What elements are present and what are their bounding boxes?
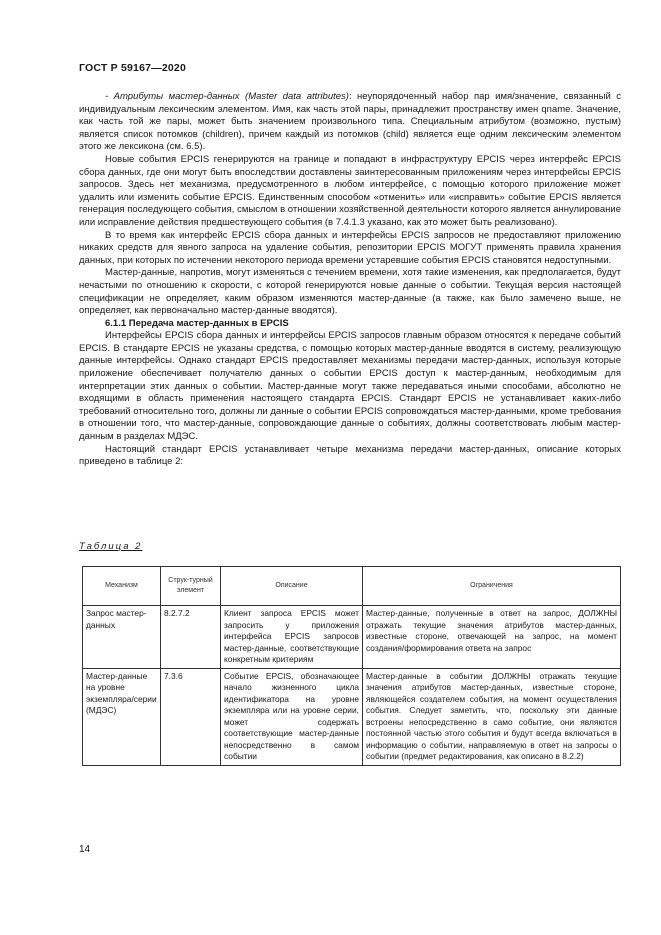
- header-structural-element: Струк-турный элемент: [161, 567, 221, 606]
- table-row: [83, 606, 621, 669]
- cell-constraints: Мастер-данные, полученные в ответ на запрос, ДОЛЖНЫ отражать текущие значения атрибутов мастер-данных, известные стороне, отвечающей на запрос, на момент создания/формирования ответа на запрос: [363, 606, 621, 669]
- header-mechanism: Механизм: [83, 567, 161, 606]
- header-description: Описание: [221, 567, 363, 606]
- paragraph-new-events: Новые события EPCIS генерируются на границе и попадают в инфраструктуру EPCIS через интерфейс EPCIS сбора данных, где они могут быть впоследствии доставлены заинтересованным приложениям через интерфейсы EPCIS запросов. Здесь нет механизма, предусмотренного в любом интерфейсе, с помощью которого приложение может удалить или изменить событие EPCIS. Единственным способом «отменить» или «исправить» событие EPCIS является генерация последующего события, смыслом в отношении хозяйственной деятельности которого является аннулирование или исправление действия предшествующего события (в 7.4.1.3 указано, как это может быть реализовано).: [79, 153, 621, 228]
- cell-description: Клиент запроса EPCIS может запросить у приложения интерфейса EPCIS запросов мастер-данные, соответствующие конкретным критериям: [221, 606, 363, 669]
- cell-constraints: Мастер-данные в событии ДОЛЖНЫ отражать текущие значения атрибутов мастер-данных, известные стороне, являющейся создателем события, на момент осуществления события. Следует заметить, что, поскольку эти данные встроены непосредственно в само событие, они являются постоянной частью этого события и будут всегда включаться в информацию о событии, направляемую в ответ на запросы о событии (предмет редактирования, как описано в 8.2.2): [363, 668, 621, 765]
- table-caption: Таблица 2: [79, 541, 143, 552]
- section-heading: 6.1.1 Передача мастер-данных в EPCIS: [105, 317, 289, 329]
- document-header: ГОСТ Р 59167—2020: [79, 62, 187, 74]
- page-number: 14: [79, 844, 91, 855]
- paragraph-interfaces: Интерфейсы EPCIS сбора данных и интерфейсы EPCIS запросов главным образом относятся к передаче событий EPCIS. В стандарте EPCIS не указаны средства, с помощью которых мастер-данные вводятся в систему, реализующую данные интерфейсы. Однако стандарт EPCIS предоставляет механизмы передачи мастер-данных, используя которые приложение обеспечивает получателю данных о событии EPCIS доступ к мастер-данным, необходимым для интерпретации этих данных о событии. Мастер-данные могут также передаваться иными способами, абсолютно не входящими в область применения настоящего стандарта EPCIS. Стандарт EPCIS не устанавливает каких-либо требований относительно того, должны ли данные о событии EPCIS сопровождаться мастер-данными, кроме требования в отношении того, что мастер-данные, сопровождающие данные о событиях, должны соответствовать любым мастер-данным в разделах МДЭС.: [79, 330, 621, 443]
- mechanisms-table: [82, 566, 621, 766]
- cell-mechanism: Мастер-данные на уровне экземпляра/серии (МДЭС): [83, 668, 161, 765]
- table-row: [83, 668, 621, 765]
- cell-description: Событие EPCIS, обозначающее начало жизненного цикла идентификатора на уровне экземпляра или на уровне серии, может содержать соответствующие мастер-данные непосредственно в самом событии: [221, 668, 363, 765]
- paragraph-master-data-attributes: [79, 91, 621, 154]
- paragraph-text: : неупорядоченный набор пар имя/значение, связанный с индивидуальным лексическим элементом. Имя, как часть этой пары, принадлежит пространству имен qname. Значение, как часть той же пары, может быть значением произвольного типа. Специальным атрибутом (возможно, пустым) является список потомков (children), причем каждый из потомков (child) является еще одним лексическим элементом этого же лексикона (см. 6.5).: [79, 91, 621, 153]
- cell-element: 8.2.7.2: [161, 606, 221, 669]
- paragraph-four-mechanisms: Настоящий стандарт EPCIS устанавливает четыре механизма передачи мастер-данных, описание которых приведено в таблице 2:: [79, 443, 621, 468]
- italic-term: - Атрибуты мастер-данных (Master data attributes): [105, 91, 349, 102]
- body-text: [79, 91, 621, 469]
- table-header-row: [83, 567, 621, 606]
- paragraph-master-data-changes: Мастер-данные, напротив, могут изменяться с течением времени, хотя такие изменения, как предполагается, будут нечастыми по отношению к скорости, с которой генерируются новые данные о событии. Текущая версия настоящей спецификации не определяет, каким образом изменяются мастер-данные (а также, как было замечено выше, не определяет, как первоначально мастер-данные вводятся).: [79, 267, 621, 317]
- cell-mechanism: Запрос мастер-данных: [83, 606, 161, 669]
- cell-element: 7.3.6: [161, 668, 221, 765]
- paragraph-retention: В то время как интерфейс EPCIS сбора данных и интерфейсы EPCIS запросов не предоставляют приложению никаких средств для явного запроса на удаление события, репозитории EPCIS МОГУТ применять правила хранения данных, при которых по истечении некоторого периода времени устаревшие события EPCIS становятся недоступными.: [79, 229, 621, 266]
- header-constraints: Ограничения: [363, 567, 621, 606]
